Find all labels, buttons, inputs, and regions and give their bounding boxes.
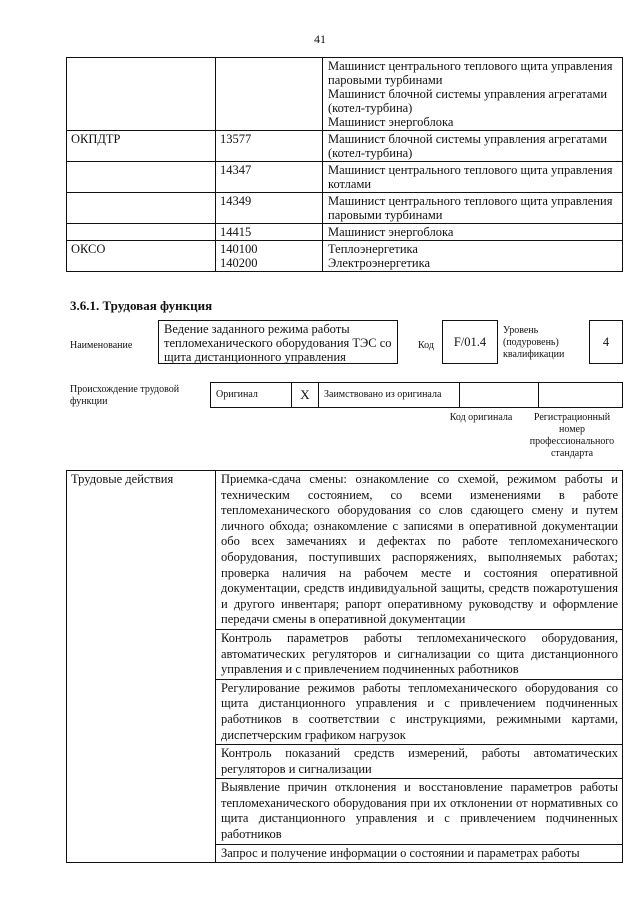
original-mark: X <box>292 383 319 408</box>
table-row <box>67 471 623 630</box>
actions-table <box>66 470 623 863</box>
code-name-cell <box>67 58 216 131</box>
code-name-cell <box>67 193 216 224</box>
name-label: Наименование <box>70 340 133 351</box>
code-line: 140100 <box>220 242 258 256</box>
title-line: Машинист энергоблока <box>328 115 454 129</box>
page-number: 41 <box>314 32 326 46</box>
section-title: 3.6.1. Трудовая функция <box>70 298 213 313</box>
code-name-cell <box>67 162 216 193</box>
action-item: Контроль показаний средств измерений, работы автоматических регуляторов и сигнализации <box>216 745 623 779</box>
actions-label: Трудовые действия <box>67 471 216 863</box>
reg-number-cell <box>539 383 623 408</box>
title-line: Машинист блочной системы управления агрегатами (котел-турбина) <box>328 87 608 115</box>
title-cell: Машинист энергоблока <box>323 224 623 241</box>
title-cell <box>323 58 623 131</box>
table-row <box>67 224 623 241</box>
table-row <box>67 58 623 131</box>
code-line: 140200 <box>220 256 258 270</box>
code-cell: 13577 <box>216 131 323 162</box>
origin-code-label: Код оригинала <box>449 412 513 423</box>
action-item: Приемка-сдача смены: ознакомление со схемой, режимом работы и техническим состоянием, со всеми изменениями в работе тепломеханического оборудования со слов сдающего смену и путем личного обхода; ознакомление с записями в оперативной документации обо всех замечаниях и дефектах по работе тепломеханического оборудования, поступивших распоряжениях, выполняемых работах; проверка наличия на рабочем месте и состояния оперативной документации, средств индивидуальной защиты, средств пожаротушения и другого инвентаря; рапорт оперативному руководству и оформление передачи смены в оперативной документации <box>216 471 623 630</box>
table-row <box>67 162 623 193</box>
borrowed-label: Заимствовано из оригинала <box>319 383 460 408</box>
code-cell <box>216 241 323 272</box>
action-item: Регулирование режимов работы тепломеханического оборудования со щита дистанционного управления и с привлечением подчиненных работников в соответствии с инструкциями, режимными картами, диспетчерским графиком нагрузок <box>216 679 623 744</box>
table-row <box>67 131 623 162</box>
code-cell: 14349 <box>216 193 323 224</box>
origin-table <box>210 382 623 408</box>
qualification-level: 4 <box>589 320 623 364</box>
code-label: Код <box>418 340 434 351</box>
title-cell: Машинист блочной системы управления агрегатами (котел-турбина) <box>323 131 623 162</box>
table-row <box>211 383 623 408</box>
code-name-cell <box>67 224 216 241</box>
code-cell: 14347 <box>216 162 323 193</box>
action-item: Запрос и получение информации о состоянии и параметрах работы <box>216 844 623 863</box>
code-name-cell: ОКСО <box>67 241 216 272</box>
code-cell: 14415 <box>216 224 323 241</box>
code-cell <box>216 58 323 131</box>
title-cell: Машинист центрального теплового щита управления котлами <box>323 162 623 193</box>
origin-code-cell <box>460 383 539 408</box>
level-label: Уровень (подуровень) квалификации <box>503 325 565 360</box>
table-row <box>67 241 623 272</box>
table-row <box>67 193 623 224</box>
reg-number-label: Регистрационный номер профессионального стандарта <box>529 412 615 459</box>
title-cell <box>323 241 623 272</box>
action-item: Выявление причин отклонения и восстановление параметров работы тепломеханического оборудования при их отклонении от нормативных со щита дистанционного управления и с привлечением подчиненных работников <box>216 779 623 844</box>
function-name: Ведение заданного режима работы тепломеханического оборудования ТЭС со щита дистанционного управления <box>158 320 398 364</box>
origin-label: Происхождение трудовой функции <box>70 384 180 407</box>
title-line: Теплоэнергетика <box>328 242 418 256</box>
code-name-cell: ОКПДТР <box>67 131 216 162</box>
title-line: Электроэнергетика <box>328 256 430 270</box>
codes-table <box>66 57 623 272</box>
action-item: Контроль параметров работы тепломеханического оборудования, автоматических регуляторов и сигнализации со щита дистанционного управления и с привлечением подчиненных работников <box>216 629 623 679</box>
title-line: Машинист центрального теплового щита управления паровыми турбинами <box>328 59 613 87</box>
function-code: F/01.4 <box>442 320 498 364</box>
original-label: Оригинал <box>211 383 292 408</box>
title-cell: Машинист центрального теплового щита управления паровыми турбинами <box>323 193 623 224</box>
